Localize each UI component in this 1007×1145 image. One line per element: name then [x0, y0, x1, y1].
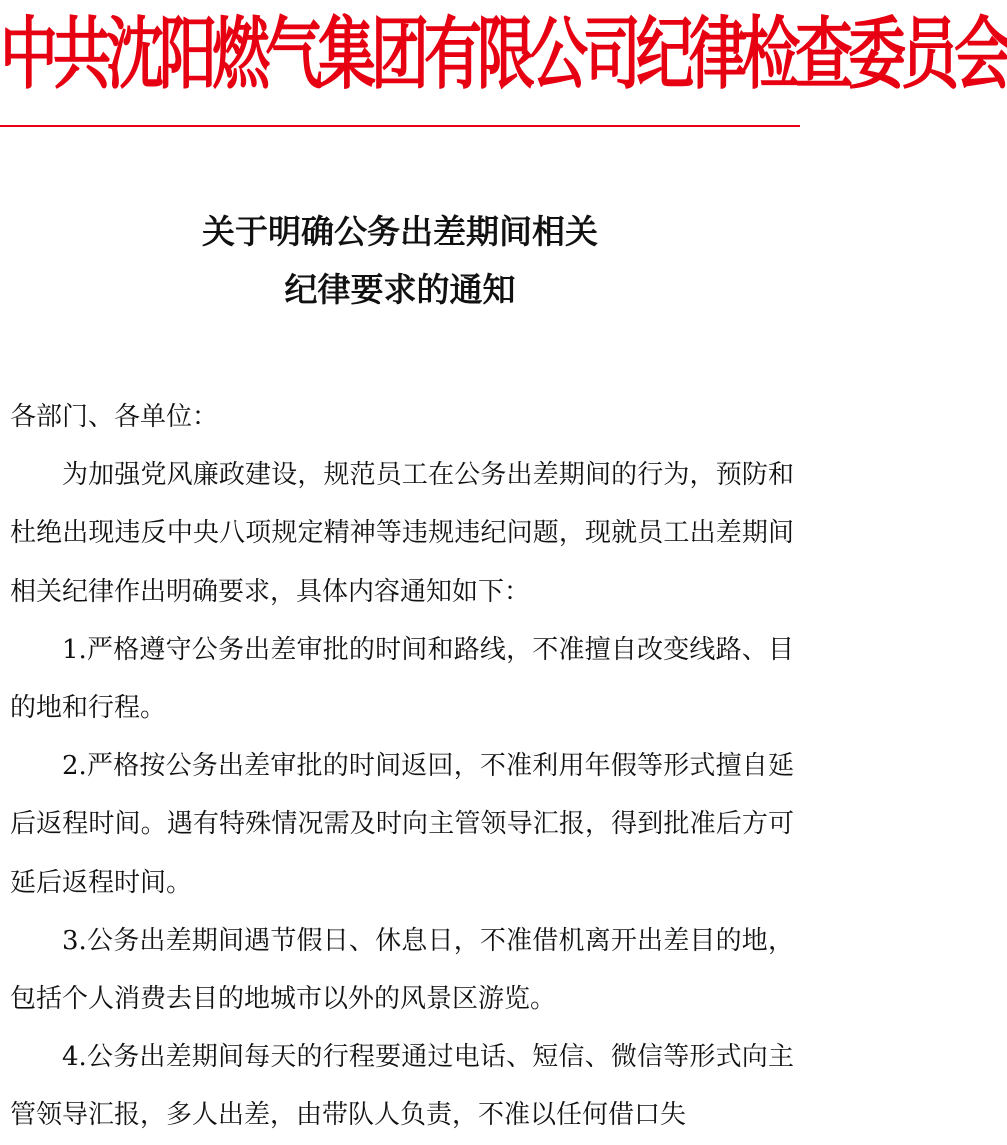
intro-paragraph: 为加强党风廉政建设，规范员工在公务出差期间的行为，预防和杜绝出现违反中央八项规定精神等违规违纪问题，现就员工出差期间相关纪律作出明确要求，具体内容通知如下： [10, 460, 794, 607]
letterhead-divider [0, 125, 800, 127]
document-title-line-2: 纪律要求的通知 [284, 270, 516, 309]
document-body [10, 388, 794, 1145]
document-title-line-1: 关于明确公务出差期间相关 [202, 212, 598, 251]
rule-item-4: 4.公务出差期间每天的行程要通过电话、短信、微信等形式向主管领导汇报，多人出差，由带队人负责，不准以任何借口失 [10, 1042, 794, 1131]
salutation: 各部门、各单位： [10, 402, 219, 432]
red-letterhead: 中共沈阳燃气集团有限公司纪律检查委员会 [0, 8, 1007, 100]
rule-item-3: 3.公务出差期间遇节假日、休息日，不准借机离开出差目的地，包括个人消费去目的地城市以外的风景区游览。 [10, 925, 794, 1015]
rule-item-1: 1.严格遵守公务出差审批的时间和路线，不准擅自改变线路、目的地和行程。 [10, 634, 794, 724]
rule-item-2: 2.严格按公务出差审批的时间返回，不准利用年假等形式擅自延后返程时间。遇有特殊情况需及时向主管领导汇报，得到批准后方可延后返程时间。 [10, 751, 794, 898]
